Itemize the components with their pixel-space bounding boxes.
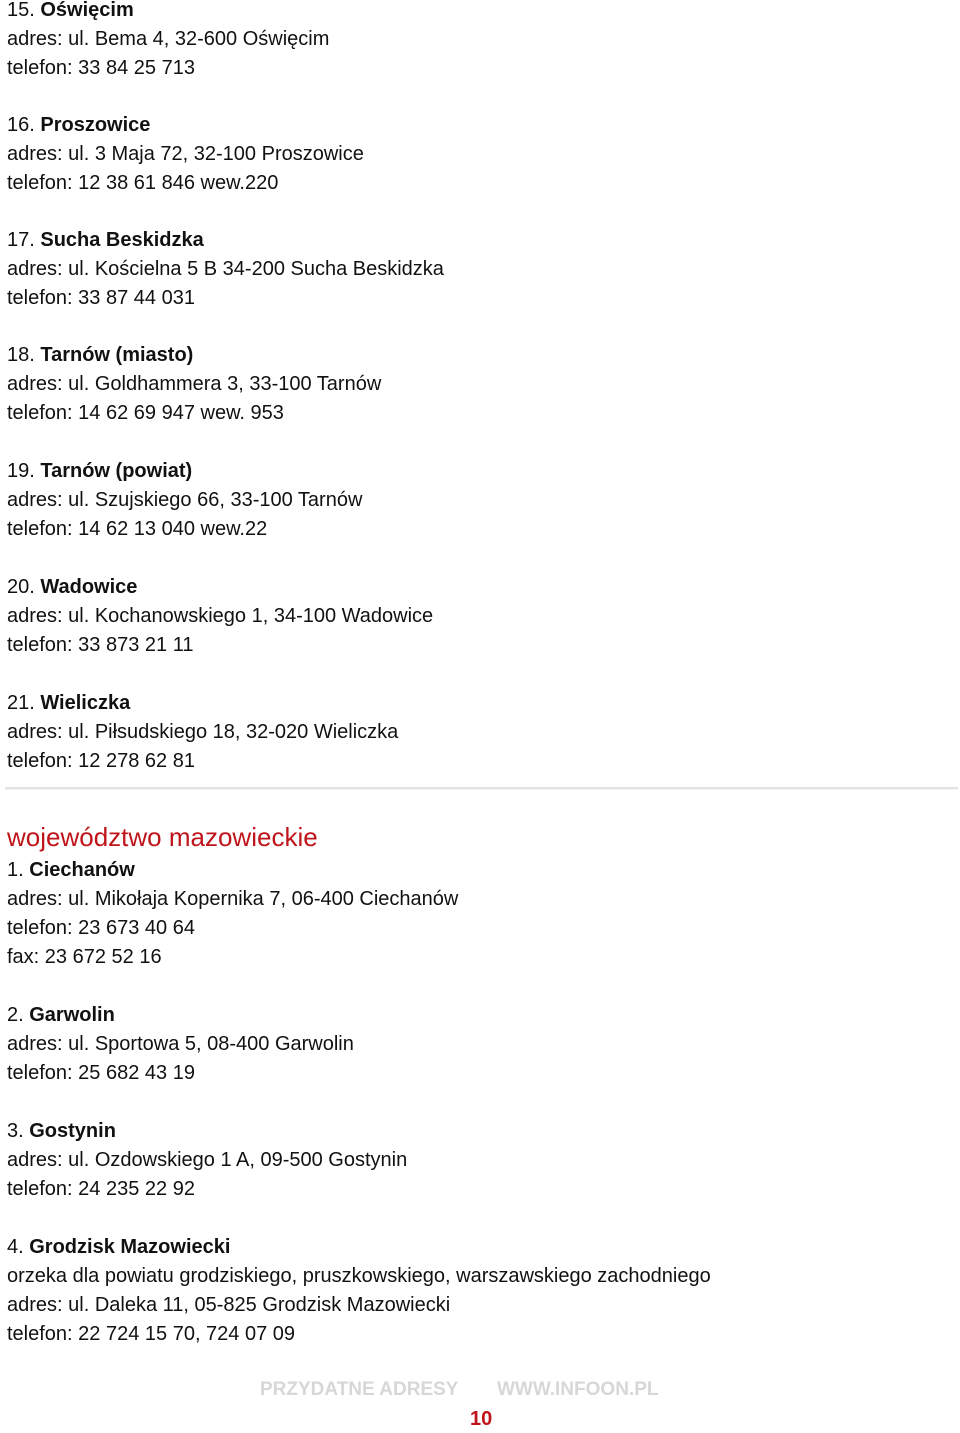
entry-phone: telefon: 14 62 69 947 wew. 953 (7, 402, 284, 424)
entry-name: Wadowice (40, 576, 138, 598)
entry-address: adres: ul. Goldhammera 3, 33-100 Tarnów (7, 373, 382, 395)
entry-number: 20. (7, 576, 41, 598)
entry-phone: telefon: 33 84 25 713 (7, 57, 195, 79)
entry-address: adres: ul. Kochanowskiego 1, 34-100 Wadowice (7, 605, 434, 627)
entry-name: Sucha Beskidzka (40, 229, 204, 251)
entry-name: Oświęcim (40, 0, 134, 21)
entry-address: adres: ul. 3 Maja 72, 32-100 Proszowice (7, 143, 364, 165)
entry-address: adres: ul. Bema 4, 32-600 Oświęcim (7, 28, 330, 50)
entry-phone: telefon: 24 235 22 92 (7, 1178, 195, 1200)
entry-address: adres: ul. Piłsudskiego 18, 32-020 Wieliczka (7, 721, 399, 743)
entry-tarnow-miasto (7, 341, 381, 428)
entry-heading (7, 226, 444, 255)
entry-heading (7, 341, 381, 370)
entry-number: 1. (7, 859, 30, 881)
entry-wieliczka (7, 689, 398, 776)
footer-title: PRZYDATNE ADRESY (260, 1379, 459, 1400)
entry-phone: telefon: 25 682 43 19 (7, 1062, 195, 1084)
entry-name: Tarnów (powiat) (40, 460, 193, 482)
entry-proszowice (7, 111, 364, 198)
entry-number: 18. (7, 344, 41, 366)
entry-heading (7, 856, 458, 885)
entry-oswiecim (7, 0, 329, 83)
entry-number: 19. (7, 460, 41, 482)
entry-number: 16. (7, 114, 41, 136)
entry-number: 17. (7, 229, 41, 251)
entry-heading (7, 1233, 711, 1262)
entry-name: Wieliczka (40, 692, 131, 714)
entry-tarnow-powiat (7, 457, 362, 544)
entry-phone: telefon: 14 62 13 040 wew.22 (7, 518, 268, 540)
entry-address: adres: ul. Szujskiego 66, 33-100 Tarnów (7, 489, 363, 511)
entry-number: 2. (7, 1004, 30, 1026)
entry-phone: telefon: 12 38 61 846 wew.220 (7, 172, 279, 194)
entry-name: Garwolin (29, 1004, 115, 1026)
region-heading: województwo mazowieckie (7, 822, 318, 852)
entry-heading (7, 573, 433, 602)
entry-number: 15. (7, 0, 41, 21)
entry-name: Proszowice (40, 114, 151, 136)
entry-heading (7, 1001, 354, 1030)
entry-name: Tarnów (miasto) (40, 344, 194, 366)
entry-heading (7, 689, 398, 718)
entry-address: adres: ul. Mikołaja Kopernika 7, 06-400 Ciechanów (7, 888, 459, 910)
entry-name: Gostynin (29, 1120, 116, 1142)
entry-address: adres: ul. Daleka 11, 05-825 Grodzisk Mazowiecki (7, 1294, 451, 1316)
entry-phone: telefon: 23 673 40 64 (7, 917, 195, 939)
entry-sucha-beskidzka (7, 226, 444, 313)
entry-address: adres: ul. Kościelna 5 B 34-200 Sucha Beskidzka (7, 258, 444, 280)
entry-gostynin (7, 1117, 407, 1204)
entry-phone: telefon: 33 87 44 031 (7, 287, 195, 309)
entry-number: 21. (7, 692, 41, 714)
entry-heading (7, 111, 364, 140)
entry-address: adres: ul. Sportowa 5, 08-400 Garwolin (7, 1033, 354, 1055)
entry-number: 3. (7, 1120, 30, 1142)
entry-phone: telefon: 33 873 21 11 (7, 634, 194, 656)
entry-wadowice (7, 573, 433, 660)
entry-address: adres: ul. Ozdowskiego 1 A, 09-500 Gostynin (7, 1149, 408, 1171)
section-divider (5, 787, 958, 790)
entry-note: orzeka dla powiatu grodziskiego, pruszkowskiego, warszawskiego zachodniego (7, 1265, 711, 1287)
entry-fax: fax: 23 672 52 16 (7, 946, 162, 968)
page-number: 10 (470, 1408, 493, 1430)
entry-name: Grodzisk Mazowiecki (29, 1236, 231, 1258)
entry-heading (7, 1117, 407, 1146)
entry-name: Ciechanów (29, 859, 135, 881)
footer-website: WWW.INFOON.PL (497, 1379, 659, 1400)
entry-heading (7, 0, 329, 25)
entry-phone: telefon: 12 278 62 81 (7, 750, 195, 772)
entry-ciechanow (7, 856, 458, 972)
entry-number: 4. (7, 1236, 30, 1258)
entry-garwolin (7, 1001, 354, 1088)
entry-phone: telefon: 22 724 15 70, 724 07 09 (7, 1323, 296, 1345)
entry-grodzisk-mazowiecki (7, 1233, 711, 1349)
entry-heading (7, 457, 362, 486)
